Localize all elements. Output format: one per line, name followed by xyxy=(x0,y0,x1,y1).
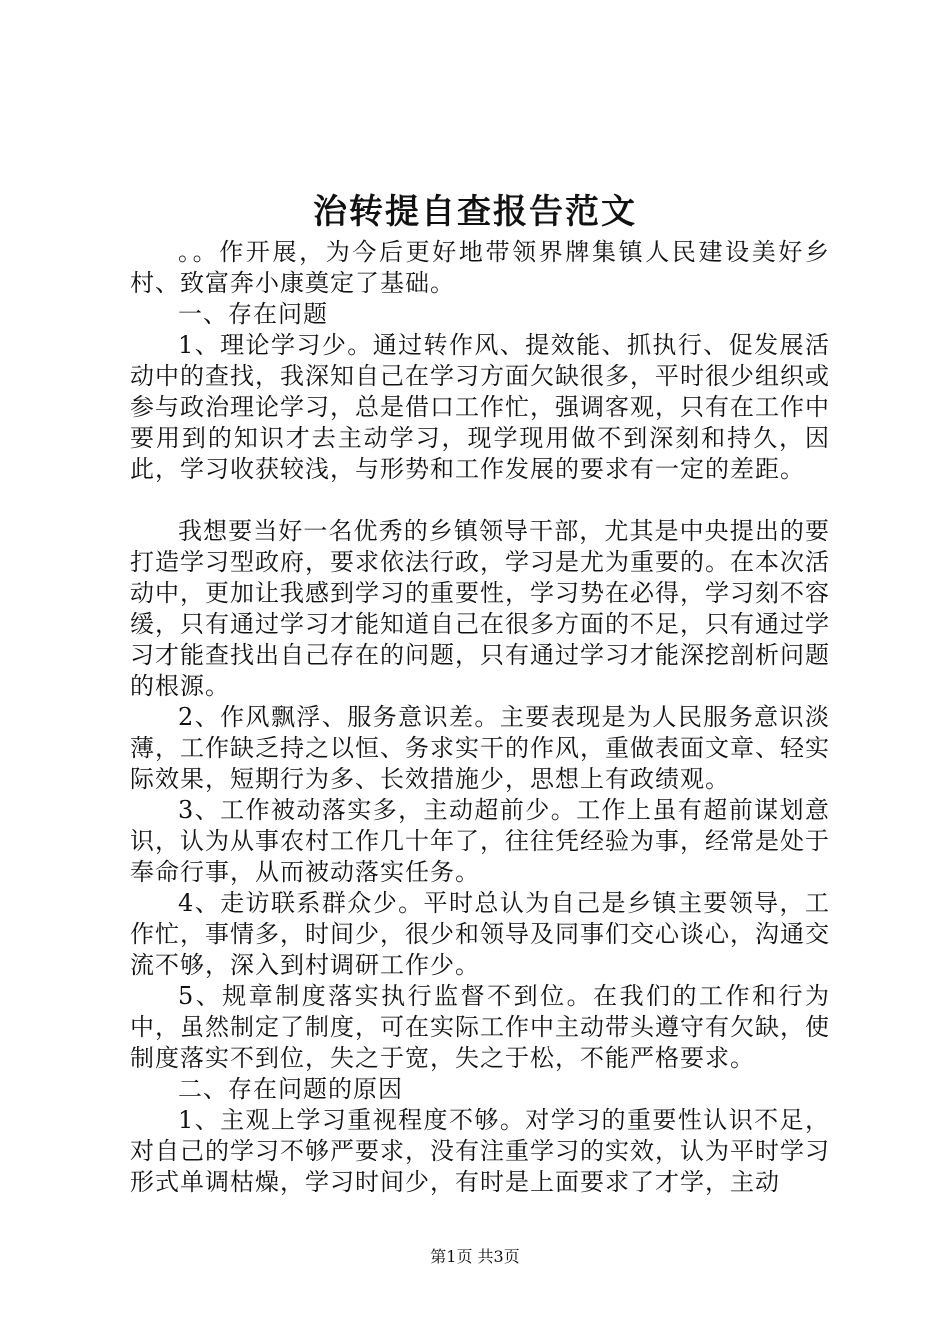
paragraph-problem-3: 3、工作被动落实多，主动超前少。工作上虽有超前谋划意识，认为从事农村工作几十年了，往往凭经验为事，经常是处于奉命行事，从而被动落实任务。 xyxy=(130,796,830,886)
section-heading-problems: 一、存在问题 xyxy=(178,300,328,328)
page-footer: 第1页 共3页 xyxy=(430,1247,520,1266)
document-body xyxy=(130,237,830,1198)
paragraph-learning: 我想要当好一名优秀的乡镇领导干部，尤其是中央提出的要打造学习型政府，要求依法行政，学习是尤为重要的。在本次活动中，更加让我感到学习的重要性，学习势在必得，学习刻不容缓，只有通过学习才能知道自己在很多方面的不足，只有通过学习才能查找出自己存在的问题，只有通过学习才能深挖剖析问题的根源。 xyxy=(130,517,830,700)
paragraph-problem-2: 2、作风飘浮、服务意识差。主要表现是为人民服务意识淡薄，工作缺乏持之以恒、务求实干的作风，重做表面文章、轻实际效果，短期行为多、长效措施少，思想上有政绩观。 xyxy=(130,703,830,793)
section-heading-causes: 二、存在问题的原因 xyxy=(178,1075,403,1103)
paragraph-problem-1: 1、理论学习少。通过转作风、提效能、抓执行、促发展活动中的查找，我深知自己在学习方面欠缺很多，平时很少组织或参与政治理论学习，总是借口工作忙，强调客观，只有在工作中要用到的知识才去主动学习，现学现用做不到深刻和持久，因此，学习收获较浅，与形势和工作发展的要求有一定的差距。 xyxy=(130,331,830,483)
paragraph-intro: 。。作开展，为今后更好地带领界牌集镇人民建设美好乡村、致富奔小康奠定了基础。 xyxy=(130,238,830,297)
document-title: 治转提自查报告范文 xyxy=(313,192,637,232)
paragraph-problem-4: 4、走访联系群众少。平时总认为自己是乡镇主要领导，工作忙，事情多，时间少，很少和领导及同事们交心谈心，沟通交流不够，深入到村调研工作少。 xyxy=(130,889,830,979)
paragraph-problem-5: 5、规章制度落实执行监督不到位。在我们的工作和行为中，虽然制定了制度，可在实际工作中主动带头遵守有欠缺，使制度落实不到位，失之于宽，失之于松，不能严格要求。 xyxy=(130,982,830,1072)
paragraph-cause-1: 1、主观上学习重视程度不够。对学习的重要性认识不足，对自己的学习不够严要求，没有注重学习的实效，认为平时学习形式单调枯燥，学习时间少，有时是上面要求了才学，主动 xyxy=(130,1106,830,1196)
